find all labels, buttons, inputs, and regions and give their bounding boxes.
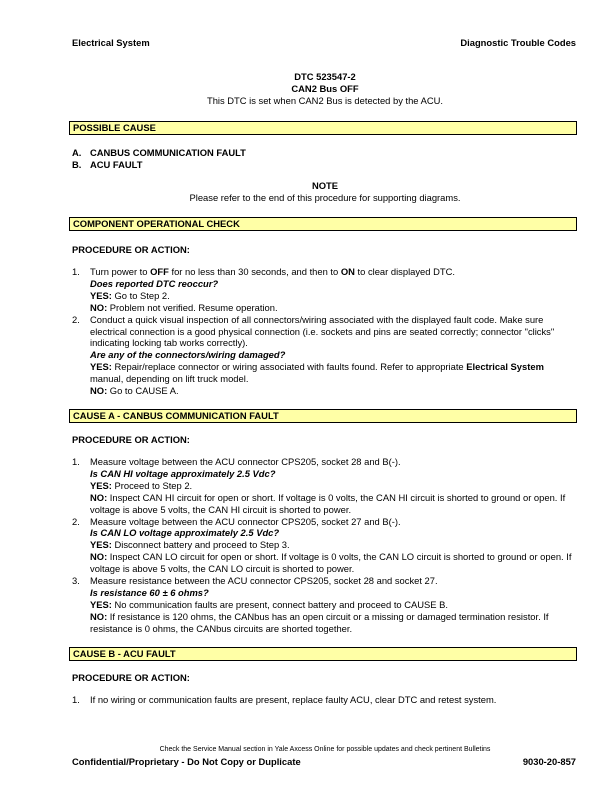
step-item: 2. Conduct a quick visual inspection of all connectors/wiring associated with the displayed fault code. Make sure electrical connection is a good physical connection (i.e. sockets and pins are seated correctly; connector "clicks" indicating locking tab works correctly). Are any of the connectors/wiring damaged? YES: Repair/replace connector or wiring associated with faults found. Refer to appropriate Electrical System manual, depending on lift truck model. NO: Go to CAUSE A. (72, 314, 578, 397)
footer-notice: Check the Service Manual section in Yale Axcess Online for possible updates and check pertinent Bulletins (159, 746, 491, 753)
step-item: 1. Measure voltage between the ACU connector CPS205, socket 28 and B(-). Is CAN HI voltage approximately 2.5 Vdc? YES: Proceed to Step 2. NO: Inspect CAN HI circuit for open or short. If voltage is 0 volts, the CAN HI circuit is shorted to ground or open. If voltage is above 5 volts, the CAN HI circuit is shorted to power. (72, 456, 578, 516)
header-section-title: Electrical System (72, 37, 150, 48)
component-check-steps (72, 266, 578, 397)
step-question: Is CAN LO voltage approximately 2.5 Vdc? (90, 527, 280, 539)
header-chapter-title: Diagnostic Trouble Codes (460, 37, 576, 48)
component-check-heading: COMPONENT OPERATIONAL CHECK (69, 217, 577, 231)
step-item: 3. Measure resistance between the ACU connector CPS205, socket 28 and socket 27. Is resistance 60 ± 6 ohms? YES: No communication faults are present, connect battery and proceed to CAUSE B. NO: If resistance is 120 ohms, the CANbus has an open circuit or a missing or damaged termination resistor. If resistance is 0 ohms, the CANbus circuits are shorted together. (72, 575, 578, 635)
procedure-label: PROCEDURE OR ACTION: (72, 672, 190, 683)
cause-b-steps (72, 694, 578, 706)
step-item: 1. Turn power to OFF for no less than 30 seconds, and then to ON to clear displayed DTC. Does reported DTC reoccur? YES: Go to Step 2. NO: Problem not verified. Resume operation. (72, 266, 578, 314)
page-number: 9030-20-857 (522, 756, 576, 767)
possible-cause-heading: POSSIBLE CAUSE (69, 121, 577, 135)
step-question: Is CAN HI voltage approximately 2.5 Vdc? (90, 467, 276, 479)
possible-cause-list (72, 147, 578, 171)
dtc-code: DTC 523547-2 (294, 71, 356, 82)
cause-b-heading: CAUSE B - ACU FAULT (69, 647, 577, 661)
note-heading: NOTE (311, 180, 339, 191)
dtc-description: This DTC is set when CAN2 Bus is detected by the ACU. (206, 95, 444, 106)
step-question: Are any of the connectors/wiring damaged? (90, 349, 286, 361)
cause-a-steps (72, 456, 578, 635)
footer-confidential: Confidential/Proprietary - Do Not Copy or Duplicate (72, 756, 301, 767)
step-item: 1. If no wiring or communication faults are present, replace faulty ACU, clear DTC and retest system. (72, 694, 497, 705)
step-question: Does reported DTC reoccur? (90, 277, 219, 289)
procedure-label: PROCEDURE OR ACTION: (72, 244, 190, 255)
cause-item: B. ACU FAULT (72, 158, 143, 170)
step-question: Is resistance 60 ± 6 ohms? (90, 586, 209, 598)
step-item: 2. Measure voltage between the ACU connector CPS205, socket 27 and B(-). Is CAN LO voltage approximately 2.5 Vdc? YES: Disconnect battery and proceed to Step 3. NO: Inspect CAN LO circuit for open or short. If voltage is 0 volts, the CAN LO circuit is shorted to ground or open. If voltage is above 5 volts, the CAN LO circuit is shorted to power. (72, 516, 578, 576)
dtc-name: CAN2 Bus OFF (291, 83, 359, 94)
cause-item: A. CANBUS COMMUNICATION FAULT (72, 147, 246, 158)
note-text: Please refer to the end of this procedure for supporting diagrams. (189, 192, 461, 203)
procedure-label: PROCEDURE OR ACTION: (72, 434, 190, 445)
cause-a-heading: CAUSE A - CANBUS COMMUNICATION FAULT (69, 409, 577, 423)
